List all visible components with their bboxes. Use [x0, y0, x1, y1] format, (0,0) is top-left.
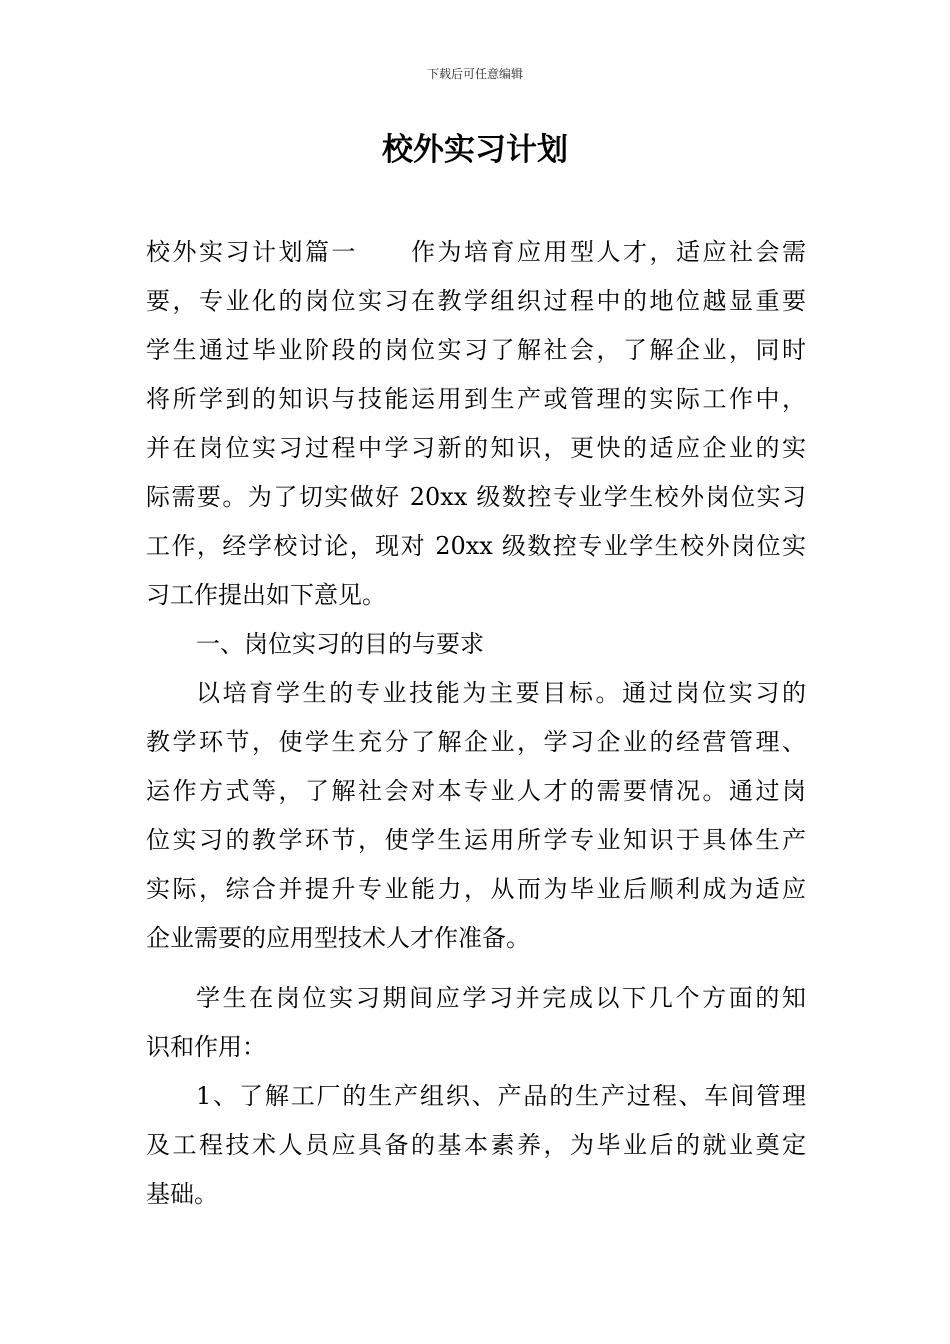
section-heading: 一、岗位实习的目的与要求: [196, 630, 484, 658]
paragraph-gap: [146, 963, 806, 974]
body-line: 习工作提出如下意见。: [146, 581, 386, 609]
body-line: 学生通过毕业阶段的岗位实习了解社会，了解企业，同时: [146, 336, 806, 364]
document-title: 校外实习计划: [382, 132, 568, 168]
body-line: 要，专业化的岗位实习在教学组织过程中的地位越显重要: [146, 287, 806, 315]
body-line: 教学环节，使学生充分了解企业，学习企业的经营管理、: [146, 728, 806, 756]
body-line: 并在岗位实习过程中学习新的知识，更快的适应企业的实: [146, 434, 806, 462]
body-line: 将所学到的知识与技能运用到生产或管理的实际工作中，: [146, 385, 806, 413]
body-line: 际需要。为了切实做好 20xx 级数控专业学生校外岗位实习: [146, 483, 806, 511]
body-line: 识和作用：: [146, 1033, 266, 1061]
header-note: 下载后可任意编辑: [426, 67, 523, 81]
body-line: 运作方式等，了解社会对本专业人才的需要情况。通过岗: [146, 777, 806, 805]
list-item-line: 基础。: [146, 1180, 218, 1208]
body-line: 校外实习计划篇一 作为培育应用型人才，适应社会需: [146, 238, 806, 266]
body-line: 企业需要的应用型技术人才作准备。: [146, 924, 530, 952]
body-line: 以培育学生的专业技能为主要目标。通过岗位实习的: [196, 679, 806, 707]
body-line: 学生在岗位实习期间应学习并完成以下几个方面的知: [196, 984, 806, 1012]
list-item-line: 1、了解工厂的生产组织、产品的生产过程、车间管理: [196, 1082, 806, 1110]
body-line: 实际，综合并提升专业能力，从而为毕业后顺利成为适应: [146, 875, 806, 903]
body-line: 位实习的教学环节，使学生运用所学专业知识于具体生产: [146, 826, 806, 854]
document-body: [146, 228, 806, 1219]
body-line: 工作，经学校讨论，现对 20xx 级数控专业学生校外岗位实: [146, 532, 806, 560]
list-item-line: 及工程技术人员应具备的基本素养，为毕业后的就业奠定: [146, 1131, 806, 1159]
